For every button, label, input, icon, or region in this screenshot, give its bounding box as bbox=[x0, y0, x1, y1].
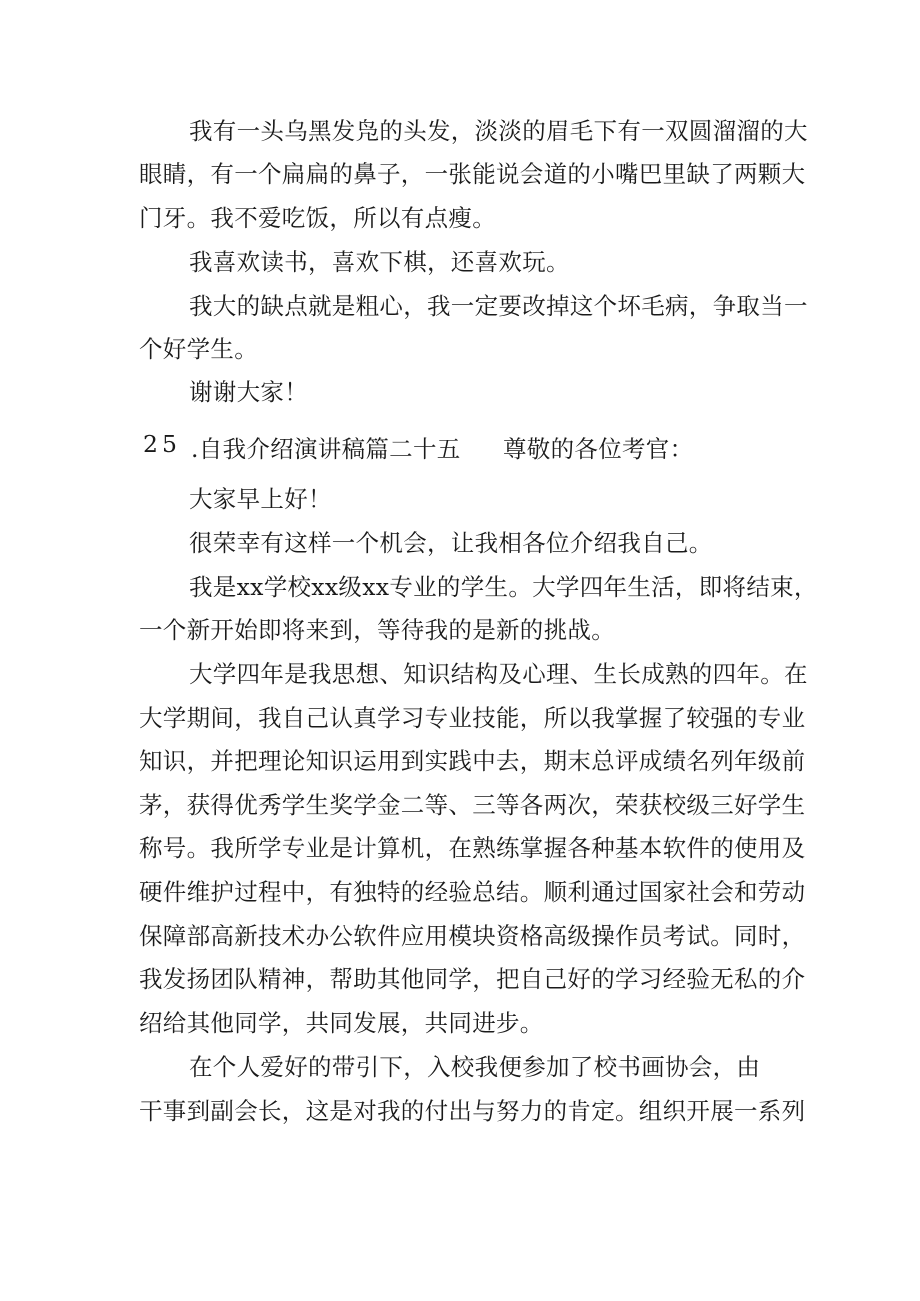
paragraph-line: 我喜欢读书，喜欢下棋，还喜欢玩。 bbox=[189, 248, 570, 276]
paragraph-line: 大学四年是我思想、知识结构及心理、生长成熟的四年。在 bbox=[189, 660, 808, 688]
paragraph-line: 大学期间，我自己认真学习专业技能，所以我掌握了较强的专业 bbox=[139, 704, 806, 732]
section-number: 25 bbox=[143, 430, 181, 458]
paragraph-line: 很荣幸有这样一个机会，让我相各位介绍我自己。 bbox=[189, 529, 713, 557]
paragraph-line: 我大的缺点就是粗心，我一定要改掉这个坏毛病，争取当一 bbox=[189, 292, 808, 320]
paragraph-line: 在个人爱好的带引下，入校我便参加了校书画协会，由 bbox=[189, 1053, 761, 1081]
paragraph-line: 门牙。我不爱吃饭，所以有点瘦。 bbox=[139, 204, 496, 232]
section-title: .自我介绍演讲稿篇二十五 bbox=[191, 435, 461, 463]
paragraph-line: 我是xx学校xx级xx专业的学生。大学四年生活，即将结束， bbox=[189, 573, 818, 601]
paragraph-line: 大家早上好！ bbox=[189, 485, 332, 513]
paragraph-line: 我有一头乌黑发凫的头发，淡淡的眉毛下有一双圆溜溜的大 bbox=[189, 117, 808, 145]
paragraph-line: 绍给其他同学，共同发展，共同进步。 bbox=[139, 1009, 544, 1037]
paragraph-line: 茅，获得优秀学生奖学金二等、三等各两次，荣获校级三好学生 bbox=[139, 791, 806, 819]
paragraph-line: 眼睛，有一个扁扁的鼻子，一张能说会道的小嘴巴里缺了两颗大 bbox=[139, 160, 806, 188]
paragraph-line: 知识，并把理论知识运用到实践中去，期末总评成绩名列年级前 bbox=[139, 747, 806, 775]
paragraph-line: 一个新开始即将来到，等待我的是新的挑战。 bbox=[139, 616, 615, 644]
paragraph-line: 我发扬团队精神，帮助其他同学，把自己好的学习经验无私的介 bbox=[139, 965, 806, 993]
paragraph-line: 硬件维护过程中，有独特的经验总结。顺利通过国家社会和劳动 bbox=[139, 878, 806, 906]
paragraph-line: 干事到副会长，这是对我的付出与努力的肯定。组织开展一系列 bbox=[139, 1097, 806, 1125]
paragraph-line: 保障部高新技术办公软件应用模块资格高级操作员考试。同时， bbox=[139, 922, 806, 950]
paragraph-line: 称号。我所学专业是计算机，在熟练掌握各种基本软件的使用及 bbox=[139, 834, 806, 862]
closing-thanks: 谢谢大家！ bbox=[189, 378, 308, 406]
paragraph-line: 个好学生。 bbox=[139, 335, 258, 363]
section-greeting: 尊敬的各位考官： bbox=[503, 435, 694, 463]
